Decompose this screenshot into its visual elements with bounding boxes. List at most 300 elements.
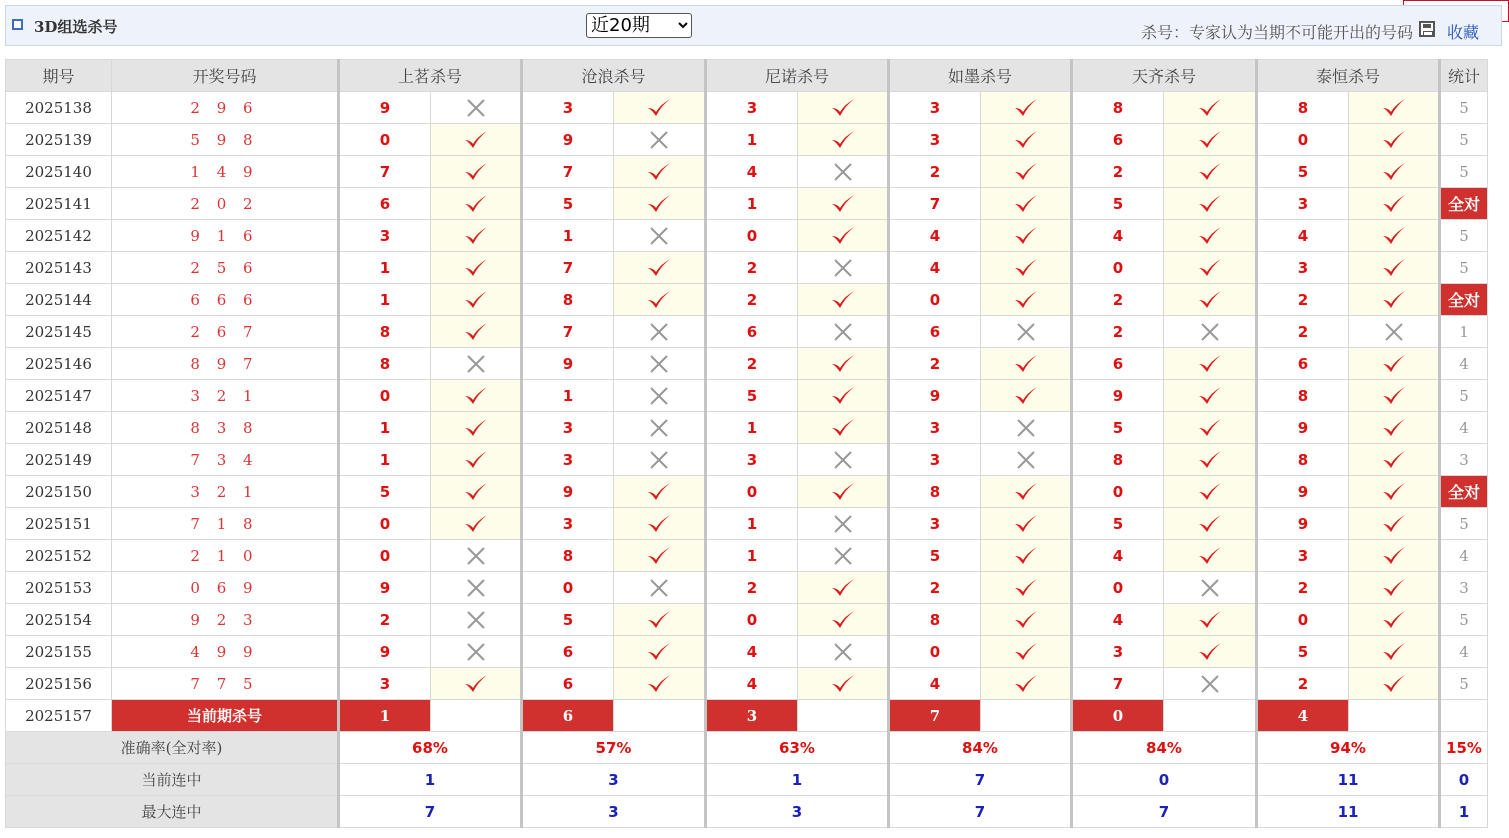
miss-mark-cell — [614, 380, 706, 412]
square-icon — [12, 19, 23, 30]
kill-number-cell: 8 — [339, 348, 431, 380]
period-cell: 2025143 — [6, 252, 112, 284]
kill-number-cell: 9 — [1072, 380, 1164, 412]
kill-number-cell: 9 — [1257, 476, 1349, 508]
table-row — [6, 92, 1488, 124]
miss-mark-cell — [981, 412, 1072, 444]
check-icon — [1381, 193, 1407, 215]
check-icon — [1197, 193, 1223, 215]
hit-mark-cell — [798, 476, 889, 508]
check-icon — [1197, 289, 1223, 311]
current-kill-number: 4 — [1257, 700, 1349, 732]
table-row — [6, 508, 1488, 540]
kill-number-cell: 3 — [522, 92, 614, 124]
miss-mark-cell — [614, 412, 706, 444]
check-icon — [646, 673, 672, 695]
check-icon — [1381, 257, 1407, 279]
summary-value: 84% — [889, 732, 1072, 764]
empty-cell — [1164, 700, 1257, 732]
draw-number-cell: 7 3 4 — [112, 444, 339, 476]
kill-number-cell: 7 — [522, 316, 614, 348]
hit-mark-cell — [981, 348, 1072, 380]
check-icon — [463, 417, 489, 439]
draw-number-cell: 2 1 0 — [112, 540, 339, 572]
hit-mark-cell — [1349, 348, 1440, 380]
kill-number-cell: 2 — [1257, 316, 1349, 348]
period-cell: 2025147 — [6, 380, 112, 412]
check-icon — [830, 481, 856, 503]
summary-value: 0 — [1072, 764, 1257, 796]
check-icon — [1013, 129, 1039, 151]
current-streak-row — [6, 764, 1488, 796]
stat-cell: 5 — [1440, 380, 1488, 412]
kill-number-cell: 2 — [706, 252, 798, 284]
kill-number-cell: 6 — [1257, 348, 1349, 380]
miss-mark-cell — [614, 316, 706, 348]
stat-cell: 4 — [1440, 348, 1488, 380]
miss-mark-cell — [798, 508, 889, 540]
kill-number-cell: 3 — [1257, 540, 1349, 572]
accuracy-row — [6, 732, 1488, 764]
miss-mark-cell — [798, 540, 889, 572]
check-icon — [1197, 225, 1223, 247]
page-header — [5, 5, 1502, 46]
check-icon — [1013, 513, 1039, 535]
hit-mark-cell — [1349, 604, 1440, 636]
hit-mark-cell — [981, 124, 1072, 156]
kill-number-cell: 3 — [889, 412, 981, 444]
summary-label: 准确率(全对率) — [6, 732, 339, 764]
miss-mark-cell — [1164, 668, 1257, 700]
check-icon — [1013, 673, 1039, 695]
kill-number-cell: 6 — [706, 316, 798, 348]
hit-mark-cell — [614, 252, 706, 284]
hit-mark-cell — [798, 92, 889, 124]
check-icon — [463, 193, 489, 215]
miss-mark-cell — [614, 124, 706, 156]
hit-mark-cell — [614, 188, 706, 220]
save-icon[interactable] — [1419, 21, 1435, 37]
empty-cell — [1440, 700, 1488, 732]
kill-number-cell: 0 — [889, 636, 981, 668]
kill-number-cell: 0 — [889, 284, 981, 316]
table-row — [6, 444, 1488, 476]
empty-cell — [981, 700, 1072, 732]
check-icon — [1381, 641, 1407, 663]
hit-mark-cell — [1164, 476, 1257, 508]
hit-mark-cell — [431, 156, 522, 188]
hit-mark-cell — [1164, 220, 1257, 252]
miss-mark-cell — [981, 444, 1072, 476]
cross-icon — [648, 321, 670, 343]
kill-number-cell: 0 — [706, 220, 798, 252]
kill-number-cell: 4 — [706, 156, 798, 188]
miss-mark-cell — [431, 348, 522, 380]
kill-number-cell: 4 — [1072, 604, 1164, 636]
table-row — [6, 572, 1488, 604]
cross-icon — [832, 545, 854, 567]
kill-number-cell: 8 — [1072, 444, 1164, 476]
kill-number-cell: 2 — [889, 156, 981, 188]
draw-number-cell: 9 2 3 — [112, 604, 339, 636]
miss-mark-cell — [431, 540, 522, 572]
hit-mark-cell — [431, 316, 522, 348]
check-icon — [463, 257, 489, 279]
kill-table — [5, 59, 1488, 828]
kill-number-cell: 5 — [1072, 508, 1164, 540]
summary-value: 7 — [889, 764, 1072, 796]
check-icon — [1197, 97, 1223, 119]
check-icon — [1013, 193, 1039, 215]
check-icon — [646, 641, 672, 663]
current-kill-number: 3 — [706, 700, 798, 732]
kill-number-cell: 0 — [706, 604, 798, 636]
check-icon — [830, 385, 856, 407]
summary-value: 57% — [522, 732, 706, 764]
hit-mark-cell — [1164, 540, 1257, 572]
hit-mark-cell — [1349, 188, 1440, 220]
summary-value: 3 — [706, 796, 889, 828]
hit-mark-cell — [981, 220, 1072, 252]
hit-mark-cell — [1349, 124, 1440, 156]
miss-mark-cell — [1349, 316, 1440, 348]
kill-number-cell: 5 — [339, 476, 431, 508]
kill-number-cell: 2 — [1257, 284, 1349, 316]
check-icon — [463, 225, 489, 247]
cross-icon — [465, 577, 487, 599]
miss-mark-cell — [431, 572, 522, 604]
check-icon — [1197, 257, 1223, 279]
cross-icon — [465, 609, 487, 631]
hit-mark-cell — [1349, 636, 1440, 668]
cross-icon — [465, 353, 487, 375]
table-row — [6, 604, 1488, 636]
kill-number-cell: 9 — [889, 380, 981, 412]
table-row — [6, 188, 1488, 220]
kill-number-cell: 1 — [706, 508, 798, 540]
kill-number-cell: 2 — [889, 348, 981, 380]
hit-mark-cell — [798, 604, 889, 636]
miss-mark-cell — [1164, 572, 1257, 604]
kill-number-cell: 9 — [339, 636, 431, 668]
hit-mark-cell — [798, 348, 889, 380]
check-icon — [1381, 481, 1407, 503]
empty-cell — [1349, 700, 1440, 732]
check-icon — [646, 257, 672, 279]
kill-number-cell: 9 — [1257, 508, 1349, 540]
draw-number-cell: 6 6 6 — [112, 284, 339, 316]
hit-mark-cell — [1164, 92, 1257, 124]
table-row — [6, 284, 1488, 316]
stat-cell: 3 — [1440, 572, 1488, 604]
hit-mark-cell — [431, 284, 522, 316]
hit-mark-cell — [981, 476, 1072, 508]
check-icon — [1013, 161, 1039, 183]
hit-mark-cell — [981, 380, 1072, 412]
cross-icon — [648, 225, 670, 247]
hit-mark-cell — [798, 284, 889, 316]
header-expert: 如墨杀号 — [889, 60, 1072, 92]
hit-mark-cell — [431, 668, 522, 700]
kill-number-cell: 3 — [522, 444, 614, 476]
kill-number-cell: 6 — [522, 668, 614, 700]
header-expert: 沧浪杀号 — [522, 60, 706, 92]
kill-number-cell: 5 — [1257, 636, 1349, 668]
all-correct-badge: 全对 — [1440, 188, 1488, 220]
summary-value: 3 — [522, 796, 706, 828]
kill-number-cell: 3 — [1072, 636, 1164, 668]
hit-mark-cell — [431, 508, 522, 540]
empty-cell — [431, 700, 522, 732]
kill-number-cell: 0 — [522, 572, 614, 604]
hit-mark-cell — [614, 668, 706, 700]
kill-number-cell: 0 — [339, 508, 431, 540]
period-cell: 2025154 — [6, 604, 112, 636]
cross-icon — [465, 641, 487, 663]
kill-number-cell: 8 — [889, 476, 981, 508]
hit-mark-cell — [798, 220, 889, 252]
hit-mark-cell — [614, 156, 706, 188]
kill-number-cell: 1 — [339, 412, 431, 444]
miss-mark-cell — [614, 220, 706, 252]
hit-mark-cell — [1164, 252, 1257, 284]
draw-number-cell: 1 4 9 — [112, 156, 339, 188]
check-icon — [463, 129, 489, 151]
kill-number-cell: 5 — [889, 540, 981, 572]
cross-icon — [1015, 449, 1037, 471]
summary-value: 7 — [1072, 796, 1257, 828]
check-icon — [830, 577, 856, 599]
kill-number-cell: 8 — [522, 284, 614, 316]
hit-mark-cell — [1349, 476, 1440, 508]
kill-number-cell: 8 — [1257, 444, 1349, 476]
kill-number-cell: 7 — [522, 252, 614, 284]
kill-number-cell: 2 — [1072, 284, 1164, 316]
stat-cell: 5 — [1440, 252, 1488, 284]
check-icon — [830, 97, 856, 119]
kill-number-cell: 2 — [1072, 316, 1164, 348]
summary-value: 7 — [339, 796, 522, 828]
kill-number-cell: 6 — [522, 636, 614, 668]
kill-number-cell: 4 — [1072, 220, 1164, 252]
stat-cell: 1 — [1440, 316, 1488, 348]
kill-number-cell: 7 — [889, 188, 981, 220]
check-icon — [1381, 97, 1407, 119]
kill-number-cell: 3 — [339, 668, 431, 700]
table-row — [6, 348, 1488, 380]
miss-mark-cell — [431, 636, 522, 668]
hit-mark-cell — [981, 604, 1072, 636]
hit-mark-cell — [981, 540, 1072, 572]
hit-mark-cell — [981, 156, 1072, 188]
kill-number-cell: 1 — [339, 284, 431, 316]
kill-number-cell: 6 — [1072, 124, 1164, 156]
miss-mark-cell — [798, 252, 889, 284]
hit-mark-cell — [1349, 220, 1440, 252]
cross-icon — [832, 161, 854, 183]
hit-mark-cell — [614, 636, 706, 668]
draw-number-cell: 2 6 7 — [112, 316, 339, 348]
kill-number-cell: 0 — [1257, 124, 1349, 156]
period-cell: 2025140 — [6, 156, 112, 188]
hit-mark-cell — [1164, 348, 1257, 380]
check-icon — [830, 129, 856, 151]
draw-number-cell: 2 0 2 — [112, 188, 339, 220]
draw-number-cell: 2 5 6 — [112, 252, 339, 284]
hit-mark-cell — [1349, 540, 1440, 572]
check-icon — [830, 353, 856, 375]
period-cell: 2025156 — [6, 668, 112, 700]
kill-number-cell: 7 — [339, 156, 431, 188]
hit-mark-cell — [981, 572, 1072, 604]
stat-cell: 4 — [1440, 540, 1488, 572]
header-expert: 上茗杀号 — [339, 60, 522, 92]
kill-number-cell: 2 — [1257, 572, 1349, 604]
hit-mark-cell — [431, 220, 522, 252]
check-icon — [1381, 225, 1407, 247]
period-cell: 2025144 — [6, 284, 112, 316]
favorite-link[interactable]: 收藏 — [1446, 23, 1479, 42]
miss-mark-cell — [798, 156, 889, 188]
check-icon — [1197, 641, 1223, 663]
check-icon — [463, 513, 489, 535]
kill-number-cell: 4 — [1257, 220, 1349, 252]
check-icon — [463, 289, 489, 311]
hit-mark-cell — [798, 572, 889, 604]
kill-number-cell: 5 — [522, 188, 614, 220]
hit-mark-cell — [1349, 572, 1440, 604]
check-icon — [830, 609, 856, 631]
check-icon — [1197, 545, 1223, 567]
empty-cell — [614, 700, 706, 732]
draw-number-cell: 8 3 8 — [112, 412, 339, 444]
hit-mark-cell — [981, 636, 1072, 668]
kill-description: 杀号：专家认为当期不可能开出的号码 — [1140, 23, 1413, 42]
check-icon — [646, 609, 672, 631]
draw-number-cell: 9 1 6 — [112, 220, 339, 252]
kill-number-cell: 1 — [706, 412, 798, 444]
period-cell: 2025141 — [6, 188, 112, 220]
kill-number-cell: 0 — [339, 380, 431, 412]
page-title: 3D组选杀号 — [34, 18, 118, 36]
period-cell: 2025148 — [6, 412, 112, 444]
hit-mark-cell — [981, 252, 1072, 284]
check-icon — [1013, 609, 1039, 631]
check-icon — [830, 289, 856, 311]
table-row — [6, 380, 1488, 412]
period-cell: 2025150 — [6, 476, 112, 508]
header-expert: 天齐杀号 — [1072, 60, 1257, 92]
check-icon — [463, 321, 489, 343]
table-row — [6, 156, 1488, 188]
check-icon — [1197, 353, 1223, 375]
hit-mark-cell — [981, 284, 1072, 316]
period-cell: 2025138 — [6, 92, 112, 124]
hit-mark-cell — [1164, 508, 1257, 540]
miss-mark-cell — [614, 444, 706, 476]
kill-number-cell: 2 — [706, 572, 798, 604]
kill-number-cell: 2 — [889, 572, 981, 604]
stat-cell: 5 — [1440, 124, 1488, 156]
period-cell: 2025149 — [6, 444, 112, 476]
check-icon — [1197, 417, 1223, 439]
period-cell: 2025155 — [6, 636, 112, 668]
hit-mark-cell — [1164, 380, 1257, 412]
draw-number-cell: 8 9 7 — [112, 348, 339, 380]
check-icon — [646, 97, 672, 119]
kill-number-cell: 6 — [1072, 348, 1164, 380]
kill-number-cell: 0 — [1072, 252, 1164, 284]
hit-mark-cell — [798, 188, 889, 220]
kill-number-cell: 3 — [706, 92, 798, 124]
check-icon — [646, 289, 672, 311]
miss-mark-cell — [614, 348, 706, 380]
cross-icon — [1199, 577, 1221, 599]
check-icon — [463, 385, 489, 407]
hit-mark-cell — [431, 188, 522, 220]
cross-icon — [832, 641, 854, 663]
kill-number-cell: 4 — [889, 668, 981, 700]
kill-number-cell: 1 — [522, 220, 614, 252]
check-icon — [1381, 161, 1407, 183]
hit-mark-cell — [1349, 284, 1440, 316]
check-icon — [1013, 481, 1039, 503]
check-icon — [830, 673, 856, 695]
cross-icon — [465, 545, 487, 567]
cross-icon — [648, 129, 670, 151]
check-icon — [830, 417, 856, 439]
draw-number-cell: 0 6 9 — [112, 572, 339, 604]
stat-cell: 3 — [1440, 444, 1488, 476]
hit-mark-cell — [1349, 156, 1440, 188]
cross-icon — [832, 257, 854, 279]
hit-mark-cell — [1349, 412, 1440, 444]
kill-number-cell: 2 — [1257, 668, 1349, 700]
draw-number-cell: 5 9 8 — [112, 124, 339, 156]
kill-number-cell: 6 — [889, 316, 981, 348]
check-icon — [1013, 257, 1039, 279]
hit-mark-cell — [1164, 444, 1257, 476]
hit-mark-cell — [981, 668, 1072, 700]
check-icon — [830, 225, 856, 247]
kill-number-cell: 1 — [706, 124, 798, 156]
period-select[interactable] — [586, 13, 692, 38]
kill-number-cell: 3 — [1257, 188, 1349, 220]
kill-number-cell: 3 — [889, 508, 981, 540]
table-row — [6, 124, 1488, 156]
check-icon — [1381, 449, 1407, 471]
hit-mark-cell — [431, 476, 522, 508]
check-icon — [1013, 289, 1039, 311]
check-icon — [463, 449, 489, 471]
summary-value: 11 — [1257, 796, 1440, 828]
check-icon — [830, 193, 856, 215]
check-icon — [463, 673, 489, 695]
cross-icon — [1015, 417, 1037, 439]
hit-mark-cell — [798, 412, 889, 444]
summary-value: 7 — [889, 796, 1072, 828]
summary-value: 94% — [1257, 732, 1440, 764]
stat-cell: 5 — [1440, 508, 1488, 540]
table-row — [6, 636, 1488, 668]
kill-number-cell: 3 — [889, 92, 981, 124]
kill-number-cell: 2 — [706, 284, 798, 316]
summary-label: 当前连中 — [6, 764, 339, 796]
table-row — [6, 412, 1488, 444]
check-icon — [646, 193, 672, 215]
current-kill-number: 1 — [339, 700, 431, 732]
check-icon — [1197, 449, 1223, 471]
